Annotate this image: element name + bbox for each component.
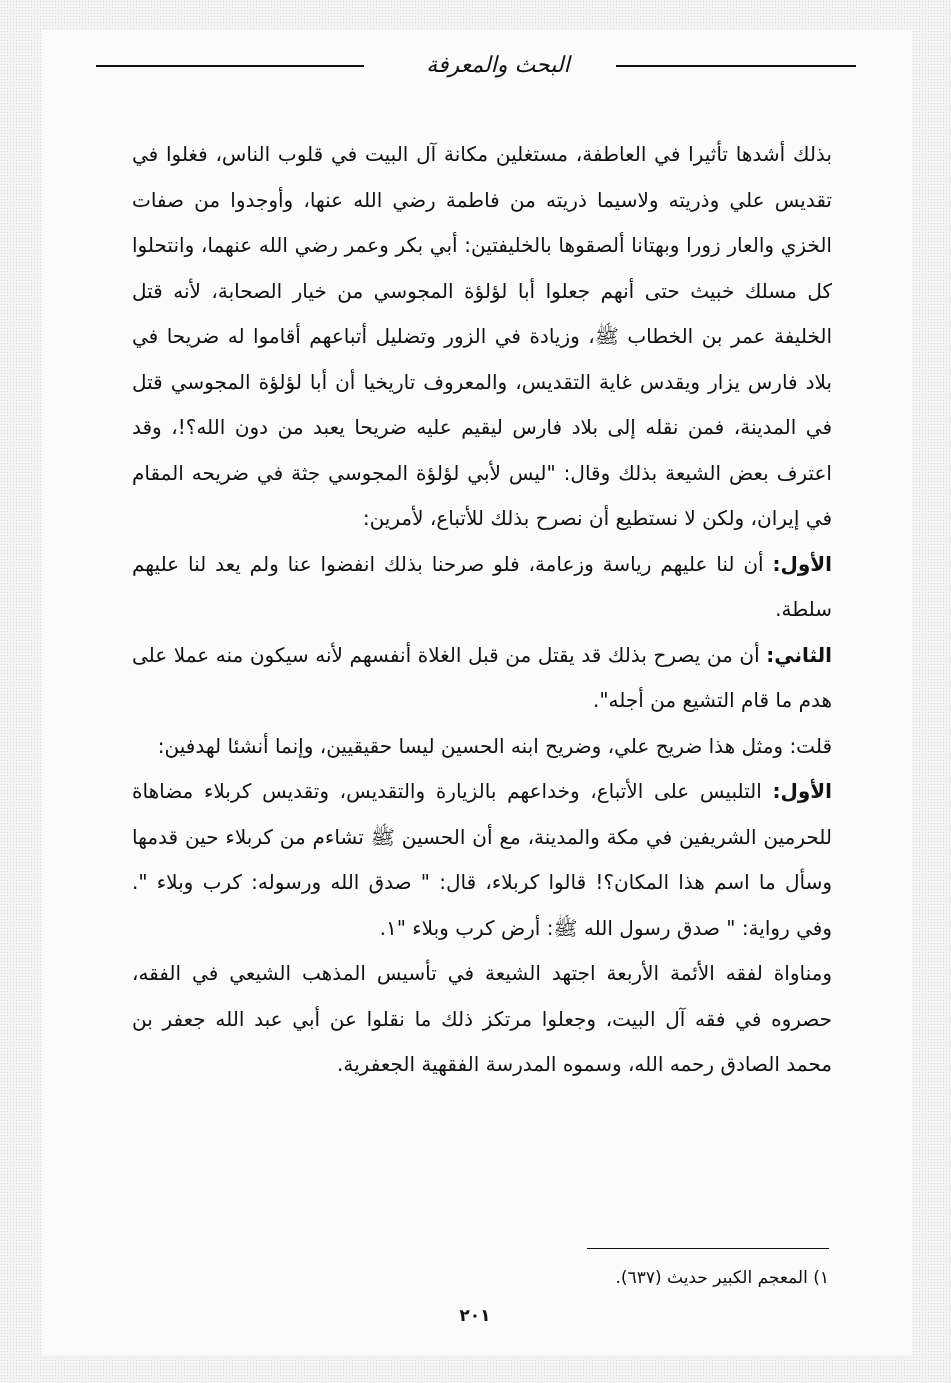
paragraph-lead: الثاني: [766,642,832,667]
paragraph-text: قلت: ومثل هذا ضريح علي، وضريح ابنه الحسين ليسا حقيقيين، وإنما أنشئا لهدفين: [157,733,832,758]
paragraph-text: أن من يصرح بذلك قد يقتل من قبل الغلاة أنفسهم لأنه سيكون منه عملا على هدم ما قام التشيع من أجله". [132,642,832,712]
paragraph [132,951,832,1088]
header-rule-right [616,65,856,67]
footnote-divider [587,1248,829,1249]
paragraph [132,542,832,633]
footnote: ١) المعجم الكبير حديث (٦٣٧). [615,1268,829,1288]
paragraph-lead: الأول: [772,551,832,576]
paragraph [132,132,832,542]
paragraph-text: أن لنا عليهم رياسة وزعامة، فلو صرحنا بذلك انفضوا عنا ولم يعد لنا عليهم سلطة. [132,551,832,621]
paragraph-text: بذلك أشدها تأثيرا في العاطفة، مستغلين مكانة آل البيت في قلوب الناس، فغلوا في تقديس علي وذريته ولاسيما ذريته من فاطمة رضي الله عنها، وأوجدوا من صفات الخزي والعار زورا وبهتانا ألصقوها بالخليفتين: أبي بكر وعمر رضي الله عنهما، وانتحلوا كل مسلك خبيث حتى أنهم جعلوا أبا لؤلؤة المجوسي من خيار الصحابة، لأنه قتل الخليفة عمر بن الخطاب ﷺ، وزيادة في الزور وتضليل أتباعهم أقاموا له ضريحا في بلاد فارس يزار ويقدس غاية التقديس، والمعروف تاريخيا أن أبا لؤلؤة المجوسي قتل في المدينة، فمن نقله إلى بلاد فارس ليقيم عليه ضريحا يعبد من دون الله؟!، وقد اعترف بعض الشيعة بذلك وقال: "ليس لأبي لؤلؤة المجوسي جثة في ضريحه المقام في إيران، ولكن لا نستطيع أن نصرح بذلك للأتباع، لأمرين: [132,142,832,530]
paragraph-lead: الأول: [772,779,832,803]
paragraph [132,633,832,724]
page-number: ٢٠١ [459,1306,491,1326]
header-rule-left [96,65,364,67]
paragraph [132,724,832,770]
header-emblem: البحث والمعرفة [426,53,570,78]
paragraph-text: التلبيس على الأتباع، وخداعهم بالزيارة والتقديس، وتقديس كربلاء مضاهاة للحرمين الشريفين في مكة والمدينة، مع أن الحسين ﷺ تشاءم من كربلاء حين قدمها وسأل ما اسم هذا المكان؟! قالوا كربلاء، قال: " صدق الله ورسوله: كرب وبلاء ". وفي رواية: " صدق رسول الله ﷺ: أرض كرب وبلاء "١. [132,779,832,940]
page-header [96,46,856,86]
paragraph-text: ومناواة لفقه الأئمة الأربعة اجتهد الشيعة في تأسيس المذهب الشيعي في الفقه، حصروه في فقه آل البيت، وجعلوا مرتكز ذلك ما نقلوا عن أبي عبد الله جعفر بن محمد الصادق رحمه الله، وسموه المدرسة الفقهية الجعفرية. [132,961,832,1076]
paragraph [132,769,832,951]
body-text [132,132,832,1088]
